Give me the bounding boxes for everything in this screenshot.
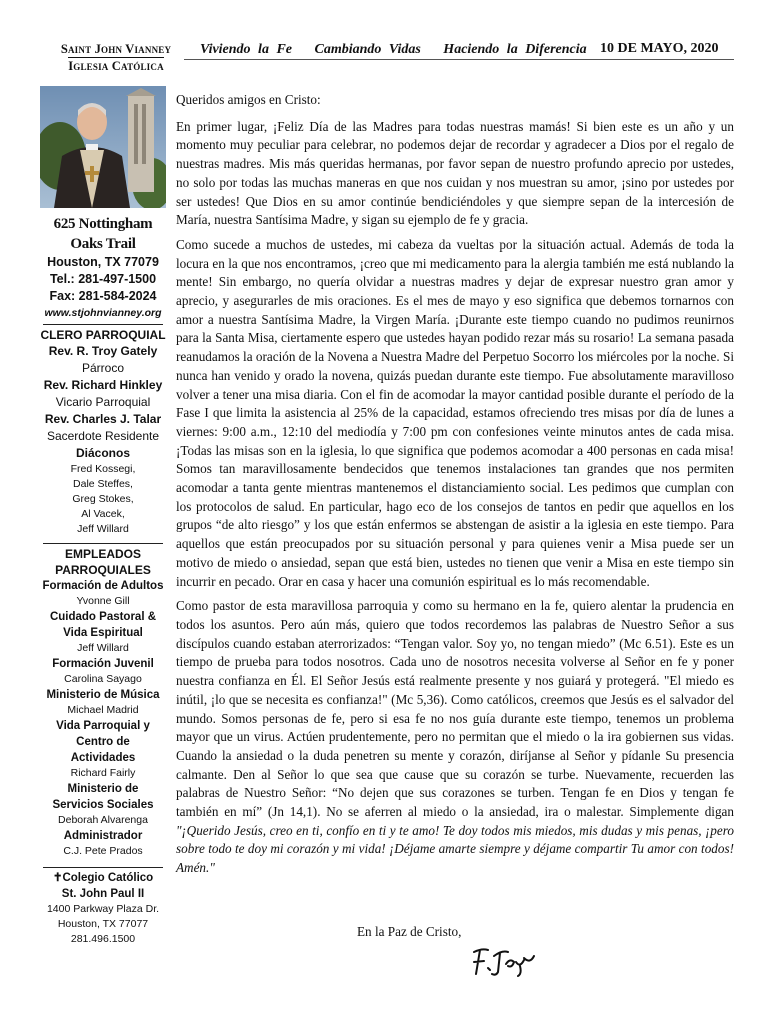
address-line-1: 625 Nottingham — [53, 216, 153, 232]
bulletin-date: 10 DE MAYO, 2020 — [600, 41, 719, 56]
parish-name: Saint John Vianney — [60, 42, 172, 56]
pastor-signature — [468, 944, 538, 978]
address-line-2: Oaks Trail — [70, 236, 136, 252]
sidebar-divider — [43, 324, 163, 325]
pastor-photo — [40, 86, 166, 208]
staff-name: Michael Madrid — [67, 704, 139, 716]
deacons-heading: Diáconos — [75, 446, 130, 460]
clergy-heading: CLERO PARROQUIAL — [40, 328, 166, 342]
deacon-name: Jeff Willard — [77, 523, 129, 535]
staff-title: Ministerio de Música — [46, 689, 160, 701]
fax-number: Fax: 281-584-2024 — [49, 289, 157, 303]
staff-name: Carolina Sayago — [64, 673, 142, 685]
staff-name: Richard Fairly — [70, 767, 136, 779]
staff-title: Vida Parroquial y Centro de Actividades — [56, 720, 150, 764]
parish-name-block — [50, 42, 182, 74]
address-city: Houston, TX 77079 — [47, 255, 159, 269]
clergy-name: Rev. R. Troy Gately — [48, 344, 158, 358]
deacon-name: Fred Kossegi, — [70, 463, 136, 475]
school-name-line-1: Colegio Católico — [62, 872, 154, 884]
sidebar-divider — [43, 543, 163, 544]
school-phone: 281.496.1500 — [70, 933, 136, 945]
pastor-letter — [176, 91, 734, 884]
staff-title: Formación Juvenil — [52, 658, 154, 670]
clergy-name: Rev. Richard Hinkley — [43, 378, 163, 392]
staff-heading: EMPLEADOS — [64, 547, 141, 561]
staff-name: Deborah Alvarenga — [58, 814, 148, 826]
parish-motto: Viviendo la Fe Cambiando Vidas Haciendo la Diferencia — [200, 42, 587, 57]
letter-closing: En la Paz de Cristo, — [357, 924, 462, 939]
staff-title: Administrador — [63, 830, 143, 842]
school-address: 1400 Parkway Plaza Dr. — [46, 903, 160, 915]
school-city: Houston, TX 77077 — [57, 918, 149, 930]
clergy-role: Párroco — [81, 361, 125, 375]
clergy-role: Vicario Parroquial — [55, 395, 151, 409]
clergy-name: Rev. Charles J. Talar — [44, 412, 162, 426]
school-name — [36, 870, 170, 886]
staff-title: Ministerio de Servicios Sociales — [52, 783, 154, 811]
header-divider — [184, 59, 734, 60]
letter-paragraph: En primer lugar, ¡Feliz Día de las Madres para todas nuestras mamás! Si bien este es un año y un momento muy peculiar para celebrar, no podemos dejar de recordar y agradecer a Dios por el regalo de nuestras madres. Mis más queridas hermanas, por favor sepan de nuestro profundo aprecio por ustedes, no solo por todas las muchas maneras en que nos cuidan y nos muestran su amor, ¡sino por ustedes por ser ustedes! Que Dios en su amor continúe bendiciéndoles y que siempre sepan de la intercesión de María, nuestra Santísima Madre, y sigan su ejemplo de fe y gracia. — [176, 118, 734, 228]
letter-paragraph-text: Como pastor de esta maravillosa parroquia y como su hermano en la fe, quiero alentar la prudencia en todos los asuntos. Pero aún más, quiero que todos recordemos las palabras de Nuestro Señor a sus discípulos cuando estaban aterrorizados: “Tengan valor. Soy yo, no tengan miedo” (Mc 6.51). Este es un tiempo de prueba para todos nosotros. Cada uno de nosotros necesita volverse al Señor en fe y poner nuestra confianza en Él. El Señor Jesús está realmente presente y nos guiará y protegerá. "El miedo es inútil, ¡lo que se necesita es confianza!" (Mc 5,36). Como católicos, creemos que Jesús es el salvador del mundo. Somos personas de fe, pero si esa fe no nos guía durante este tiempo, tenemos un problema mayor que un virus. Actúen prudentemente, pero no permitan que el miedo o la ira gobiernen sus vidas. Cuando la ansiedad o la duda penetren su mente y corazón, diríjanse al Señor y pídanle Su presencia calmante. Den al Señor lo que sea que cause que su corazón se turbe. Nuevamente, recuerden las palabras de Nuestro Señor: “No dejen que sus corazones se turben. Tengan fe en Dios y tengan fe también en mí” (Jn 14,1). No se aferren al miedo o la ansiedad, ira o malestar. Simplemente digan — [176, 598, 734, 820]
parish-subtitle: Iglesia Católica — [68, 59, 164, 73]
letter-paragraph — [176, 597, 734, 878]
letter-greeting: Queridos amigos en Cristo: — [176, 92, 321, 107]
staff-title: Cuidado Pastoral & Vida Espiritual — [49, 611, 157, 639]
letter-prayer: "¡Querido Jesús, creo en ti, confío en ti y te amo! Te doy todos mis miedos, mis dudas y mis penas, ¡pero sobre todo te doy mi corazón y mi vida! ¡Déjame amarte siempre y déjame compartir Tu amor con todos! Amén." — [176, 822, 734, 876]
staff-heading: PARROQUIALES — [55, 563, 151, 577]
deacon-name: Greg Stokes, — [72, 493, 134, 505]
phone-number: Tel.: 281-497-1500 — [49, 272, 157, 286]
pastor-photo-illustration — [40, 86, 166, 208]
sidebar — [36, 214, 170, 947]
sidebar-divider — [43, 867, 163, 868]
staff-name: C.J. Pete Prados — [63, 845, 143, 857]
school-name-line-2: St. John Paul II — [61, 888, 145, 900]
staff-title: Formación de Adultos — [42, 580, 164, 592]
deacon-name: Al Vacek, — [81, 508, 125, 520]
deacon-name: Dale Steffes, — [73, 478, 133, 490]
clergy-role: Sacerdote Residente — [46, 429, 160, 443]
website-link[interactable]: www.stjohnvianney.org — [44, 307, 162, 319]
staff-name: Jeff Willard — [77, 642, 129, 654]
letter-paragraph: Como sucede a muchos de ustedes, mi cabeza da vueltas por la situación actual. Además de toda la locura en la que nos encontramos, ¡creo que mi medicamento para la alergia también me está nublando la mente! Sin embargo, no quería olvidar a nuestras madres y dejar de expresar nuestro gran amor y aprecio, y asegurarles de mis oraciones. Es el mes de mayo y eso significa que debemos tornarnos con amor a nuestra Santísima Madre, la Virgen María. ¡Durante este tiempo cuando no pudimos reunirnos para la Santa Misa, ciertamente espero que ustedes hayan podido rezar más su rosario! La semana pasada reanudamos la oración de la Novena a Nuestra Madre del Perpetuo Socorro los miércoles por la noche. Si nunca han venido y orado la novena, quizás puedan durante este tiempo. Fue absolutamente maravilloso volver a tener una misa diaria. Con el fin de acomodar la mayor cantidad posible durante el período de la Fase I que limita la asistencia al 25% de la capacidad, estamos ofreciendo tres misas por día de lunes a viernes: 9:00 a.m., 12:10 del mediodía y 7:00 pm con confesiones veinte minutos antes de cada misa. ¡Todas las misas son en la iglesia, lo que significa que podemos acomodar a 400 personas en cada misa! Somos tan maravillosamente bendecidos que tenemos instalaciones tan grandes que nos permiten acomodar a tanta gente mientras mantenemos el distanciamiento social. Les pedimos que cumplan con los protocolos de salud. En particular, hago eco de los consejos de tantos en pedir que aquellos en los grupos “de alto riesgo” y los que están enfermos se abstengan de asistir a la iglesia en este tiempo. Para aquellos que están preocupados por su situación personal y para quienes venir a Misa puede ser un motivo de miedo o ansiedad, sepan que está bien, ustedes no tienen que venir a Misa en este tiempo sin incurrir en pecado. Orar en casa y hacer una comunión espiritual es lo más recomendable. — [176, 236, 734, 589]
cross-icon: ✝ — [52, 872, 63, 884]
staff-name: Yvonne Gill — [76, 595, 130, 607]
